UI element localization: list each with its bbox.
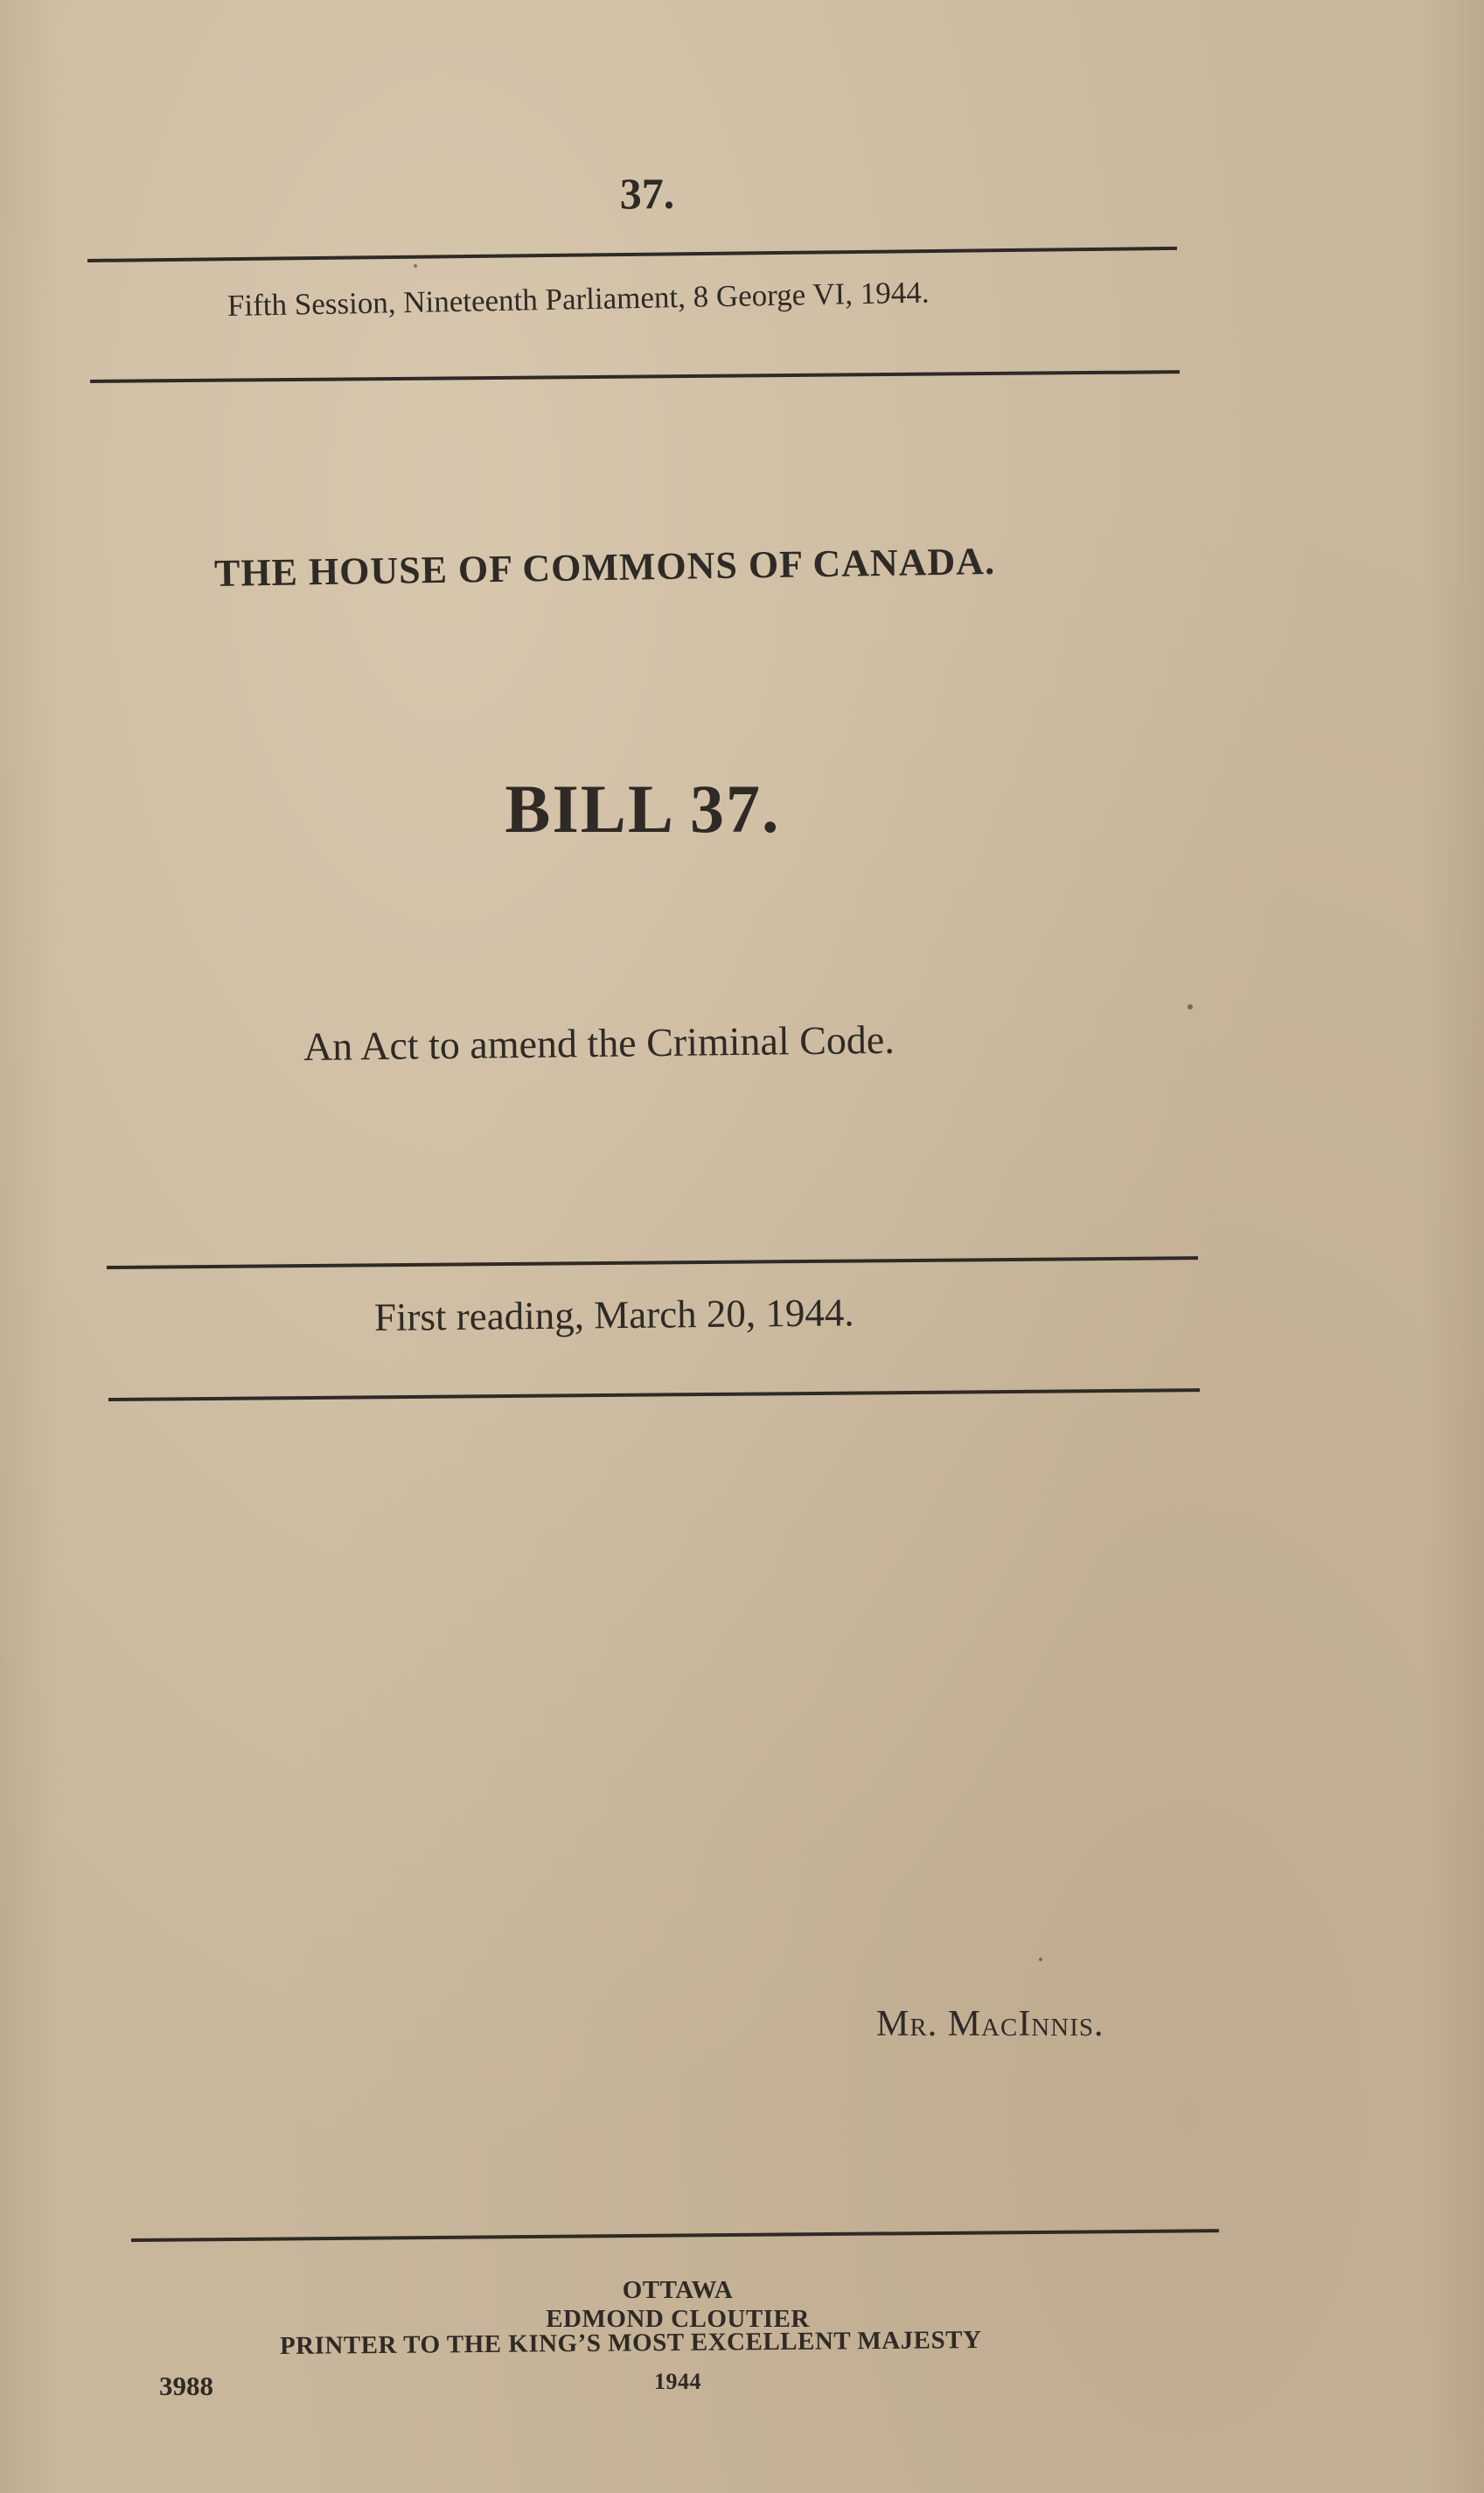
act-title: An Act to amend the Criminal Code. [303, 1016, 895, 1069]
imprint-printer-title: PRINTER TO THE KING’S MOST EXCELLENT MAJESTY [279, 2325, 982, 2360]
print-code: 3988 [159, 2371, 213, 2401]
top-rule [87, 247, 1177, 262]
bill-number-heading: 37. [619, 169, 675, 218]
bill-title: BILL 37. [505, 771, 781, 847]
session-rule [90, 370, 1180, 383]
sponsor-name: Mr. MacInnis. [876, 2004, 1104, 2044]
house-of-commons-heading: THE HOUSE OF COMMONS OF CANADA. [213, 539, 996, 595]
reading-bottom-rule [108, 1388, 1200, 1401]
paper-speck [1039, 1958, 1042, 1961]
imprint-rule [131, 2229, 1219, 2242]
imprint-city: OTTAWA [622, 2276, 734, 2304]
imprint-printer: EDMOND CLOUTIER [546, 2305, 810, 2333]
paper-speck [414, 264, 417, 268]
first-reading-line: First reading, March 20, 1944. [373, 1290, 854, 1339]
imprint-year: 1944 [654, 2369, 701, 2394]
paper-speck [1188, 1004, 1193, 1009]
reading-top-rule [107, 1256, 1198, 1269]
session-line: Fifth Session, Nineteenth Parliament, 8 George VI, 1944. [226, 275, 930, 323]
